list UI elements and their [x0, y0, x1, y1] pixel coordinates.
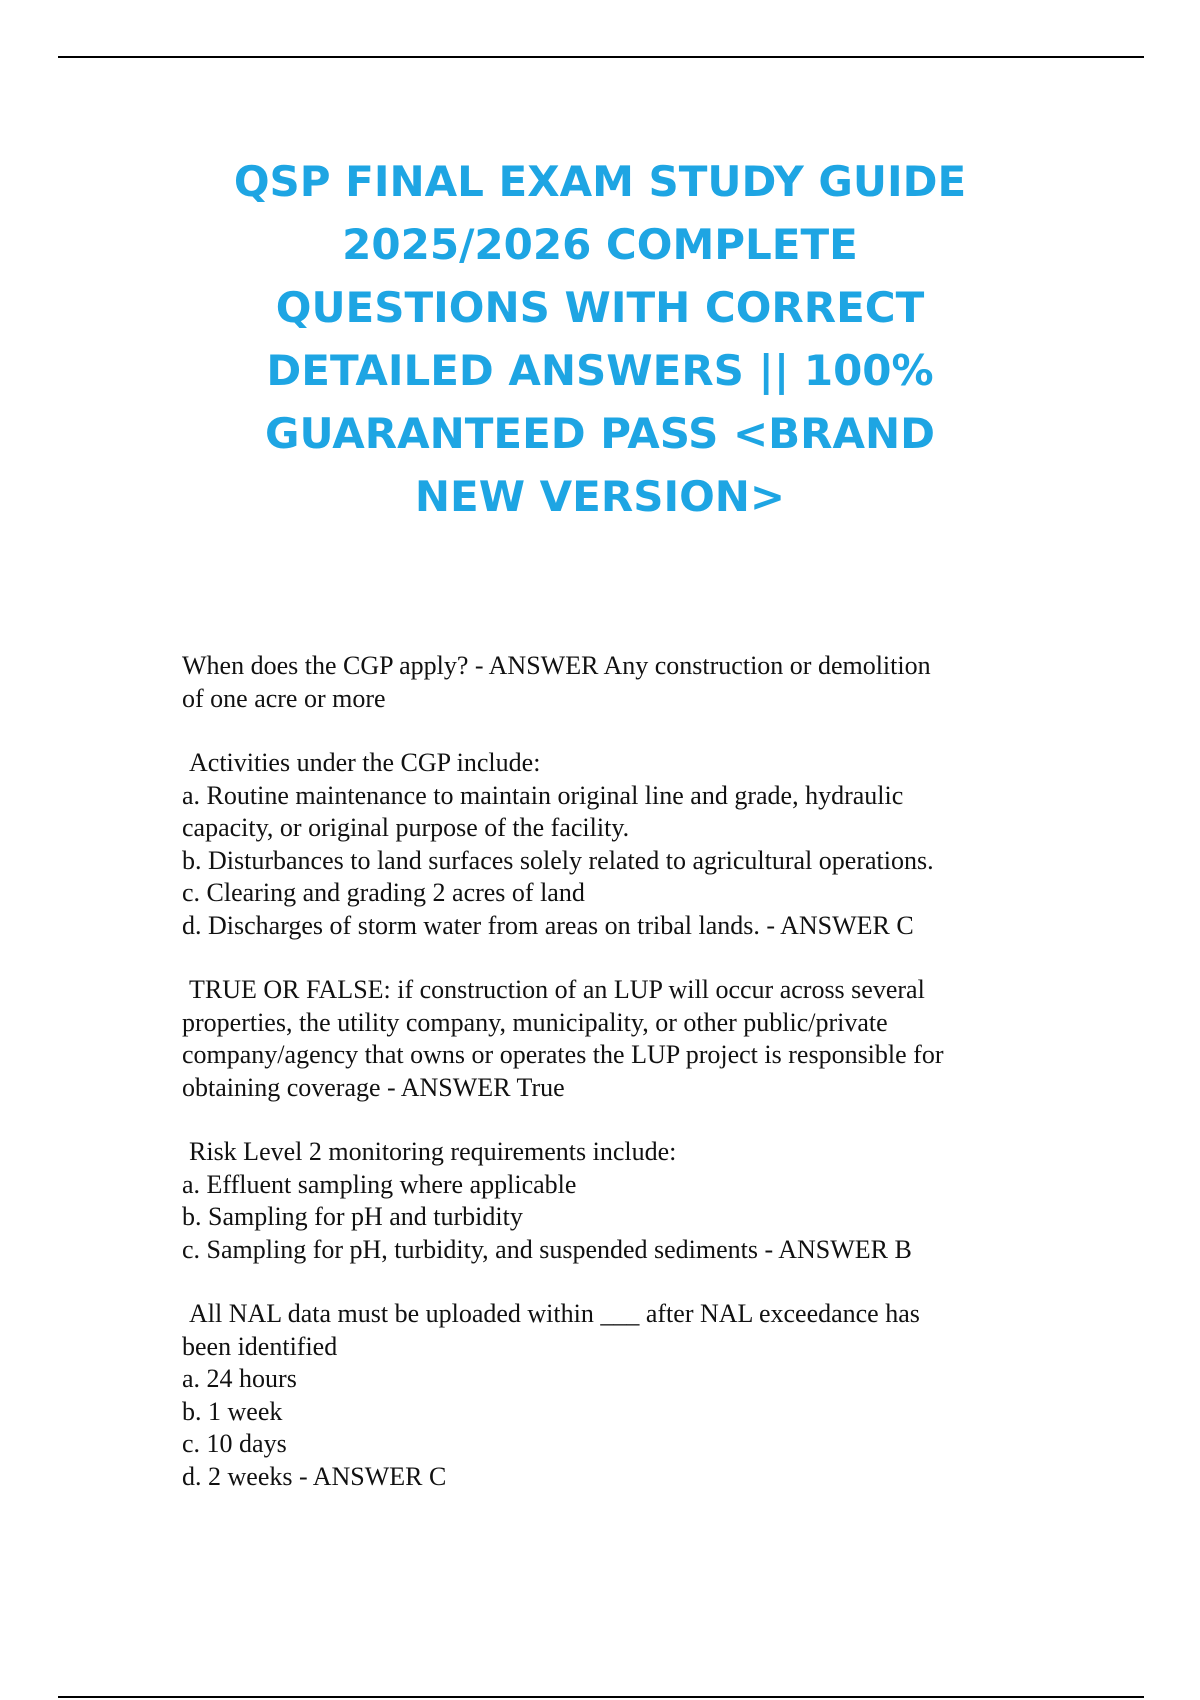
qa-item	[182, 1298, 1042, 1493]
qa-line: company/agency that owns or operates the LUP project is responsible for	[182, 1040, 944, 1069]
qa-item	[182, 650, 1042, 715]
qa-line: Activities under the CGP include:	[189, 748, 541, 777]
title-line: GUARANTEED PASS <BRAND	[264, 409, 936, 458]
qa-line: a. Effluent sampling where applicable	[182, 1169, 577, 1199]
qa-line: b. 1 week	[182, 1396, 283, 1426]
qa-line: d. Discharges of storm water from areas on tribal lands. - ANSWER C	[182, 910, 914, 940]
qa-line: All NAL data must be uploaded within ___ after NAL exceedance has	[189, 1299, 920, 1328]
qa-line: properties, the utility company, municipality, or other public/private	[182, 1007, 888, 1037]
qa-line: d. 2 weeks - ANSWER C	[182, 1461, 447, 1491]
title-line: QUESTIONS WITH CORRECT	[275, 283, 925, 332]
qa-item	[182, 747, 1042, 942]
qa-line: c. 10 days	[182, 1429, 287, 1458]
qa-line: c. Clearing and grading 2 acres of land	[182, 878, 585, 907]
title-line: 2025/2026 COMPLETE	[342, 220, 858, 269]
qa-item	[182, 974, 1042, 1104]
title-line: QSP FINAL EXAM STUDY GUIDE	[233, 157, 967, 206]
qa-line: Risk Level 2 monitoring requirements include:	[189, 1137, 677, 1166]
qa-line: c. Sampling for pH, turbidity, and suspended sediments - ANSWER B	[182, 1234, 912, 1264]
qa-content	[182, 650, 1042, 1525]
qa-line: been identified	[182, 1331, 338, 1361]
qa-line: b. Disturbances to land surfaces solely related to agricultural operations.	[182, 845, 934, 875]
bottom-rule	[58, 1696, 1144, 1698]
qa-line: b. Sampling for pH and turbidity	[182, 1202, 523, 1231]
document-title	[150, 150, 1050, 528]
title-line: NEW VERSION>	[414, 472, 786, 521]
title-line: DETAILED ANSWERS || 100%	[266, 346, 934, 395]
qa-item	[182, 1136, 1042, 1266]
qa-line: obtaining coverage - ANSWER True	[182, 1072, 565, 1102]
top-rule	[58, 56, 1144, 58]
qa-line: a. 24 hours	[182, 1364, 297, 1393]
qa-line: capacity, or original purpose of the facility.	[182, 813, 630, 842]
qa-line: of one acre or more	[182, 683, 386, 713]
qa-line: a. Routine maintenance to maintain original line and grade, hydraulic	[182, 780, 904, 810]
qa-line: TRUE OR FALSE: if construction of an LUP will occur across several	[189, 975, 925, 1004]
qa-line: When does the CGP apply? - ANSWER Any construction or demolition	[182, 651, 931, 680]
